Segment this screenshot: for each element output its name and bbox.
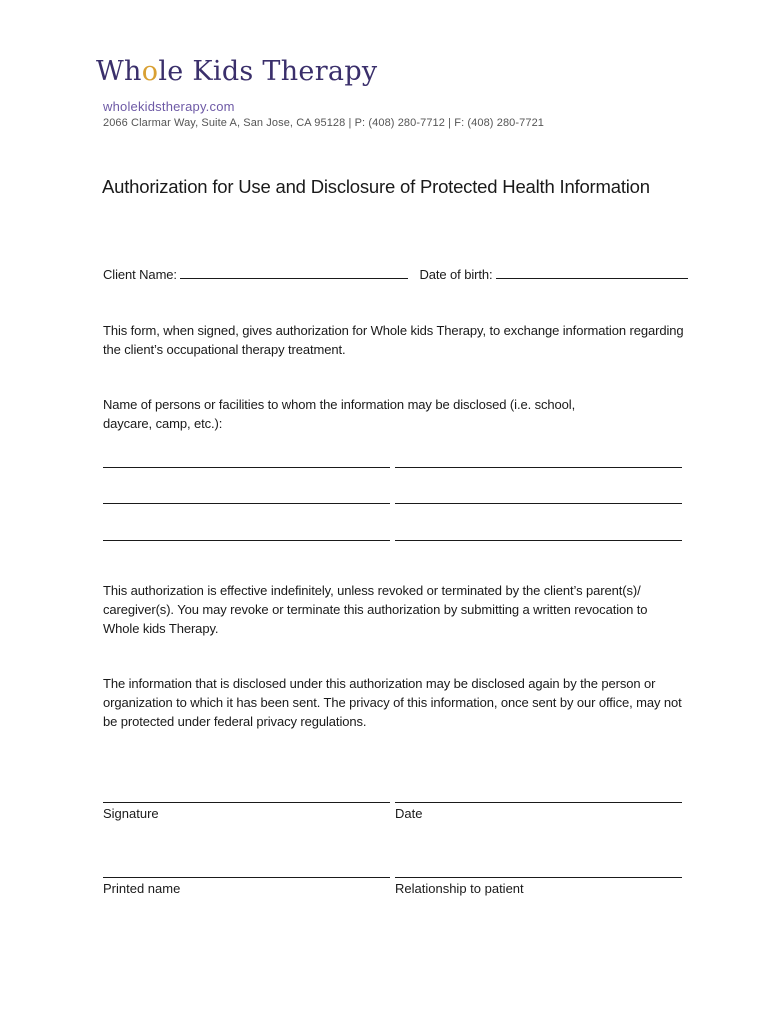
whole-kids-therapy-logo: Whole Kids Therapy <box>96 56 378 87</box>
signature-label: Signature <box>103 806 159 821</box>
printed-name-line[interactable] <box>103 877 390 878</box>
date-line[interactable] <box>395 802 682 803</box>
relationship-line[interactable] <box>395 877 682 878</box>
recipient-line-3-left[interactable] <box>103 540 390 541</box>
signature-line[interactable] <box>103 802 390 803</box>
logo-swirl-o: o <box>141 56 159 87</box>
form-title: Authorization for Use and Disclosure of Protected Health Information <box>102 176 650 197</box>
recipient-line-1-left[interactable] <box>103 467 390 468</box>
redisclosure-paragraph: The information that is disclosed under this authorization may be disclosed again by the person or organization to which it has been sent. The privacy of this information, once sent by our office, may not be protected under federal privacy regulations. <box>103 676 682 729</box>
client-info-row <box>103 265 683 284</box>
intro-paragraph: This form, when signed, gives authorization for Whole kids Therapy, to exchange information regarding the client’s occupational therapy treatment. <box>103 323 684 357</box>
recipient-line-2-left[interactable] <box>103 503 390 504</box>
date-label: Date <box>395 806 423 821</box>
printed-name-label: Printed name <box>103 881 181 896</box>
client-name-field[interactable] <box>180 266 408 279</box>
relationship-label: Relationship to patient <box>395 881 524 896</box>
website-text: wholekidstherapy.com <box>103 99 235 114</box>
dob-field[interactable] <box>496 266 688 279</box>
persons-paragraph: Name of persons or facilities to whom the information may be disclosed (i.e. school, daycare, camp, etc.): <box>103 397 576 431</box>
recipient-line-3-right[interactable] <box>395 540 682 541</box>
dob-label: Date of birth: <box>419 267 493 282</box>
client-name-label: Client Name: <box>103 267 177 282</box>
effective-paragraph: This authorization is effective indefinitely, unless revoked or terminated by the client’s parent(s)/ caregiver(s). You may revoke or terminate this authorization by submitting a written revocation to Whole kids Therapy. <box>103 583 648 636</box>
address-line: 2066 Clarmar Way, Suite A, San Jose, CA 95128 | P: (408) 280-7712 | F: (408) 280-7721 <box>103 117 545 129</box>
recipient-line-1-right[interactable] <box>395 467 682 468</box>
recipient-line-2-right[interactable] <box>395 503 682 504</box>
